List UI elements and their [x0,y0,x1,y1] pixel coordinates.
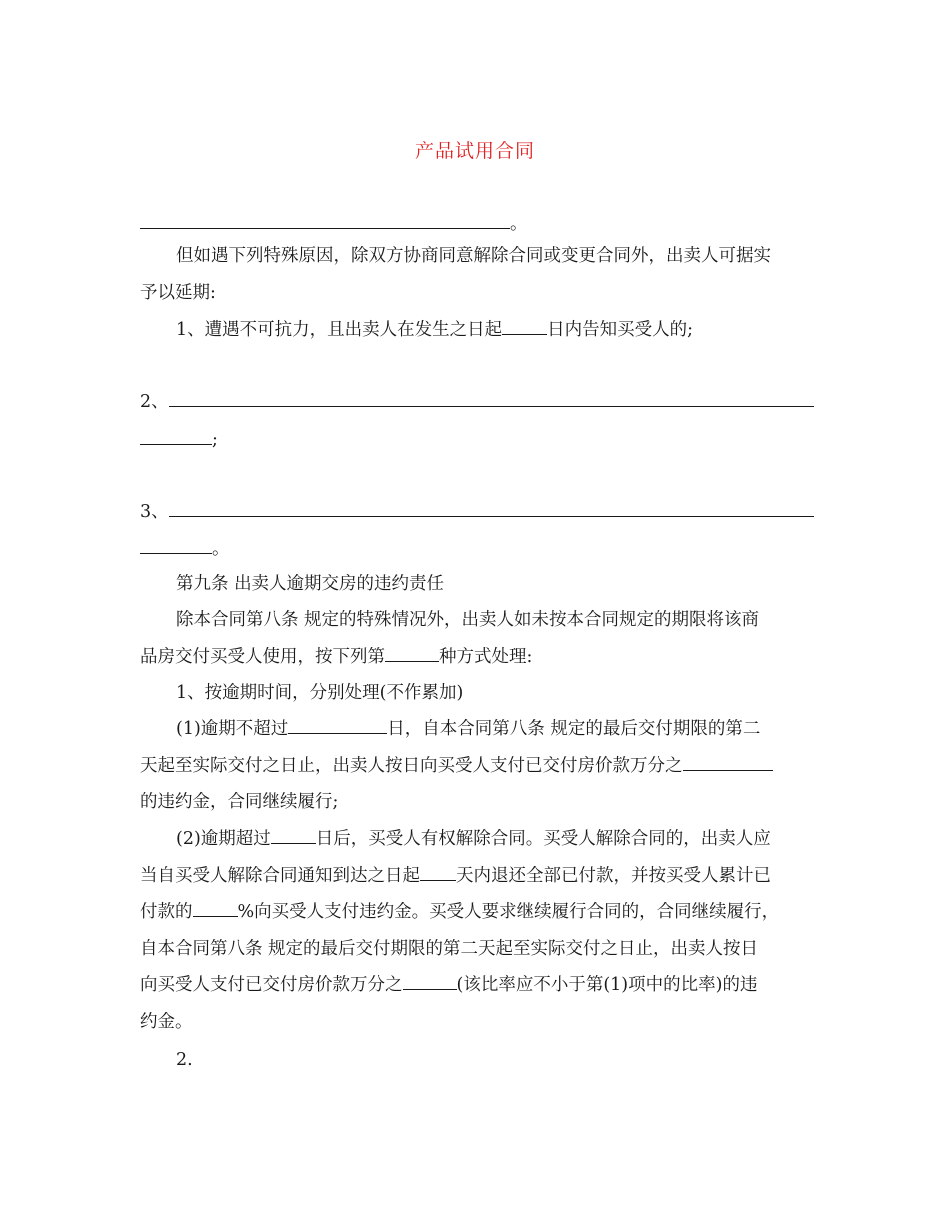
fill-blank [385,646,439,662]
list-item-2-heading: 2. [176,1050,193,1070]
fill-blank [683,755,773,771]
paragraph-line: 予以延期: [140,283,216,303]
fill-blank [169,391,814,407]
fill-blank [193,901,238,917]
fill-blank [169,501,814,517]
list-item-3: 3、 [140,500,820,524]
document-title: 产品试用合同 [414,140,535,162]
fill-blank [140,429,212,445]
list-item-2: 2、 [140,390,820,414]
paragraph-line: (2)逾期超过 日后，买受人有权解除合同。买受人解除合同的，出卖人应 [176,829,771,849]
fill-blank [140,213,510,229]
fill-blank [502,319,547,335]
paragraph-line: 约金。 [140,1012,193,1032]
fill-blank [271,828,316,844]
paragraph-line: (1)逾期不超过 日，自本合同第八条 规定的最后交付期限的第二 [176,719,761,739]
list-item-2-continuation: ; [140,428,820,452]
paragraph-line: 1、按逾期时间，分别处理(不作累加) [176,683,464,703]
blank-line-continuation: 。 [140,212,820,236]
paragraph-line: 品房交付买受人使用，按下列第 种方式处理: [140,647,533,667]
fill-blank [420,865,456,881]
paragraph-line: 除本合同第八条 规定的特殊情况外，出卖人如未按本合同规定的期限将该商 [176,610,760,630]
fill-blank [403,974,457,990]
list-item-3-continuation: 。 [140,537,820,561]
fill-blank [140,538,212,554]
section-heading: 第九条 出卖人逾期交房的违约责任 [176,574,445,594]
list-item-1: 1、遭遇不可抗力，且出卖人在发生之日起 日内告知买受人的; [176,320,694,340]
paragraph-line: 向买受人支付已交付房价款万分之 (该比率应不小于第(1)项中的比率)的违 [140,975,758,995]
fill-blank [288,718,387,734]
paragraph-line: 但如遇下列特殊原因，除双方协商同意解除合同或变更合同外，出卖人可据实 [176,246,771,266]
paragraph-line: 付款的 %向买受人支付违约金。买受人要求继续履行合同的，合同继续履行， [140,902,780,922]
paragraph-line: 当自买受人解除合同通知到达之日起 天内退还全部已付款，并按买受人累计已 [140,866,771,886]
paragraph-line: 天起至实际交付之日止，出卖人按日向买受人支付已交付房价款万分之 [140,754,820,778]
paragraph-line: 自本合同第八条 规定的最后交付期限的第二天起至实际交付之日止，出卖人按日 [140,939,759,959]
paragraph-line: 的违约金，合同继续履行; [140,792,339,812]
